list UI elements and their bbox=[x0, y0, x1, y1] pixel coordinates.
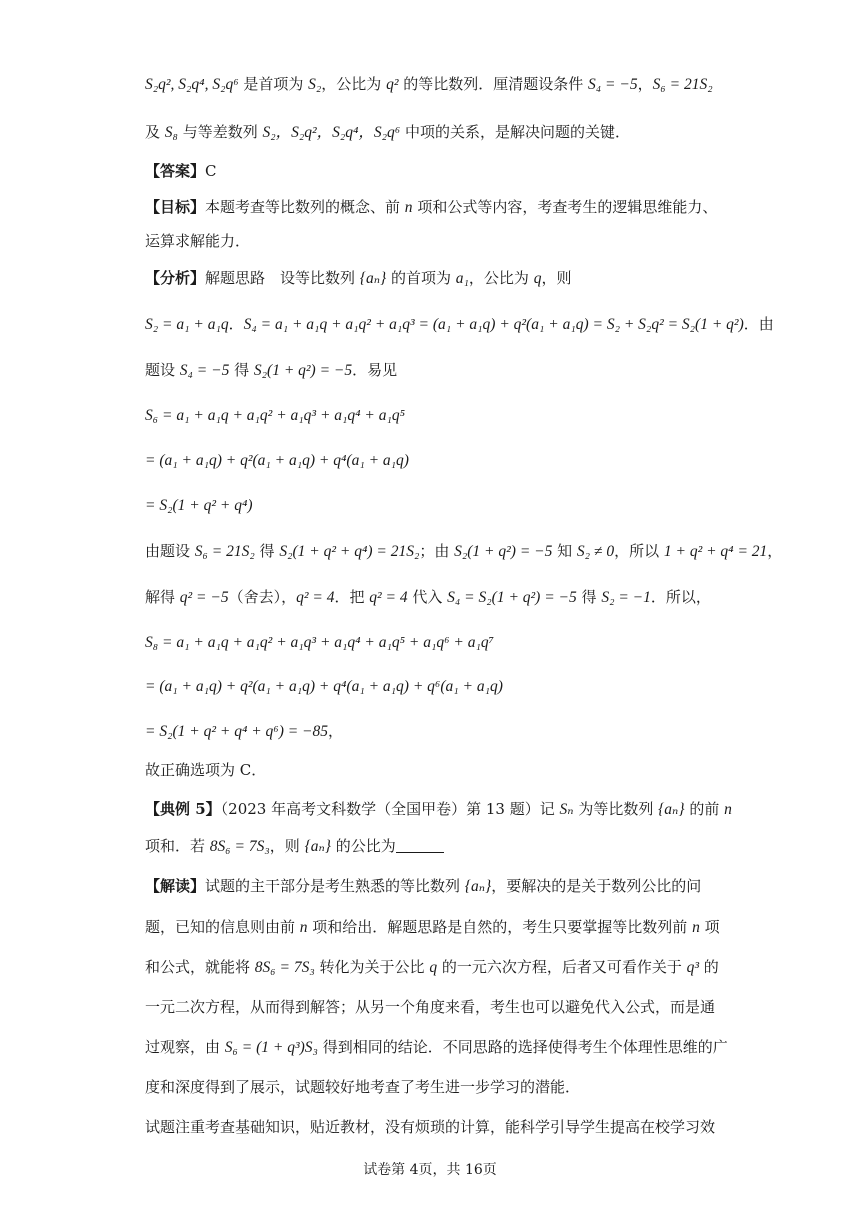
math-expression: S₂ = −1 bbox=[601, 589, 651, 606]
math-expression: q² = −5 bbox=[179, 589, 229, 606]
text-line bbox=[145, 122, 630, 143]
text-fragment: 题设 bbox=[145, 361, 180, 379]
text-line bbox=[145, 268, 571, 289]
text-fragment: 本题考查等比数列的概念、前 bbox=[205, 198, 405, 216]
text-fragment: 的等比数列．厘清题设条件 bbox=[398, 75, 589, 93]
text-fragment: ， bbox=[328, 722, 344, 740]
text-fragment: 故正确选项为 C． bbox=[145, 761, 267, 779]
math-expression: = (a₁ + a₁q) + q²(a₁ + a₁q) + q⁴(a₁ + a₁q) bbox=[145, 452, 409, 469]
text-fragment: （2023 年高考文科数学（全国甲卷）第 13 题）记 bbox=[220, 800, 560, 818]
text-fragment: 代入 bbox=[407, 588, 448, 606]
text-fragment: 及 bbox=[145, 123, 165, 141]
text-fragment: 项和．若 bbox=[145, 837, 210, 855]
text-line bbox=[145, 760, 266, 780]
text-line bbox=[145, 721, 343, 742]
text-fragment: 项和给出．解题思路是自然的，考生只要掌握等比数列前 bbox=[307, 918, 693, 936]
section-label: 【典例 5】 bbox=[145, 800, 221, 818]
text-fragment: ，公比为 bbox=[468, 269, 534, 287]
text-fragment: 项 bbox=[699, 918, 720, 936]
text-fragment: ，公比为 bbox=[321, 75, 387, 93]
text-fragment: 转化为关于公比 bbox=[314, 958, 430, 976]
math-expression: S₄ = −5 bbox=[588, 76, 638, 93]
text-line bbox=[145, 495, 253, 516]
math-expression: S₆ = a₁ + a₁q + a₁q² + a₁q³ + a₁q⁴ + a₁q⁵ bbox=[145, 407, 406, 424]
text-fragment: 和公式，就能将 bbox=[145, 958, 255, 976]
math-expression: {aₙ} bbox=[304, 838, 331, 855]
answer-blank bbox=[396, 838, 444, 853]
text-fragment: C bbox=[205, 162, 217, 180]
text-fragment: 为等比数列 bbox=[573, 800, 659, 818]
text-line bbox=[145, 1117, 715, 1137]
text-fragment: 中项的关系，是解决问题的关键． bbox=[400, 123, 630, 141]
math-expression: n bbox=[724, 801, 732, 818]
text-line bbox=[145, 1077, 580, 1097]
math-expression: = (a₁ + a₁q) + q²(a₁ + a₁q) + q⁴(a₁ + a₁q) + q⁶(a₁ + a₁q) bbox=[145, 678, 503, 695]
text-fragment: ，则 bbox=[541, 269, 572, 287]
text-fragment: ．所以， bbox=[650, 588, 711, 606]
text-fragment: ，所以 bbox=[614, 542, 664, 560]
math-expression: S₄ = S₂(1 + q²) = −5 bbox=[447, 589, 577, 606]
text-line bbox=[145, 231, 250, 251]
math-expression: S₈ = a₁ + a₁q + a₁q² + a₁q³ + a₁q⁴ + a₁q⁵ + a₁q⁶ + a₁q⁷ bbox=[145, 634, 495, 651]
math-expression: 8S₆ = 7S₃ bbox=[254, 959, 315, 976]
math-expression: q bbox=[533, 270, 542, 287]
text-fragment: 度和深度得到了展示，试题较好地考查了考生进一步学习的潜能． bbox=[145, 1078, 581, 1096]
text-line bbox=[145, 541, 782, 562]
math-expression: 1 + q² + q⁴ = 21 bbox=[663, 543, 768, 560]
text-fragment: 由题设 bbox=[145, 542, 195, 560]
math-expression: q² = 4 bbox=[369, 589, 408, 606]
math-expression: n bbox=[692, 919, 700, 936]
math-expression: = S₂(1 + q² + q⁴ + q⁶) = −85 bbox=[145, 723, 329, 740]
text-line bbox=[145, 917, 720, 938]
text-fragment: ． bbox=[228, 315, 244, 333]
math-expression: q² bbox=[386, 76, 399, 93]
text-line bbox=[145, 836, 444, 857]
text-line bbox=[145, 997, 715, 1017]
text-fragment: 项和公式等内容，考查考生的逻辑思维能力、 bbox=[412, 198, 718, 216]
section-label: 【答案】 bbox=[145, 162, 206, 180]
math-expression: n bbox=[299, 919, 308, 936]
text-fragment: ，要解决的是关于数列公比的问 bbox=[491, 877, 702, 895]
text-fragment: 得到相同的结论．不同思路的选择使得考生个体理性思维的广 bbox=[317, 1038, 728, 1056]
section-label: 【目标】 bbox=[145, 198, 206, 216]
text-fragment: ．易见 bbox=[352, 361, 398, 379]
text-fragment: 解题思路 设等比数列 bbox=[205, 269, 360, 287]
text-line bbox=[145, 676, 503, 697]
section-label: 【解读】 bbox=[145, 877, 206, 895]
text-fragment: 的公比为 bbox=[331, 837, 396, 855]
math-expression: S₈ bbox=[164, 124, 178, 141]
math-expression: {aₙ} bbox=[359, 270, 387, 287]
math-expression: n bbox=[404, 199, 413, 216]
text-fragment: ， bbox=[767, 542, 783, 560]
text-fragment: 与等差数列 bbox=[177, 123, 263, 141]
text-fragment: 过观察，由 bbox=[145, 1038, 225, 1056]
text-fragment: 得 bbox=[576, 588, 602, 606]
text-line bbox=[145, 161, 217, 181]
page-footer: 试卷第 4页，共 16页 bbox=[363, 1162, 497, 1178]
math-expression: 8S₆ = 7S₃ bbox=[209, 838, 270, 855]
math-expression: S₄ = −5 bbox=[179, 362, 230, 379]
math-expression: = S₂(1 + q² + q⁴) bbox=[145, 497, 253, 514]
math-expression: Sₙ bbox=[559, 801, 574, 818]
text-fragment: 的前 bbox=[684, 800, 725, 818]
text-fragment: 的一元六次方程，后者又可看作关于 bbox=[437, 958, 687, 976]
text-line bbox=[145, 314, 774, 335]
text-fragment: ，则 bbox=[269, 837, 305, 855]
math-expression: S₂，S₂q²，S₂q⁴，S₂q⁶ bbox=[262, 124, 401, 141]
math-expression: S₄ = a₁ + a₁q + a₁q² + a₁q³ = (a₁ + a₁q) + q²(a₁ + a₁q) = S₂ + S₂q² = S₂(1 + q²) bbox=[243, 316, 744, 333]
text-fragment: 得 bbox=[254, 542, 280, 560]
text-line bbox=[145, 197, 717, 218]
text-fragment: 试题的主干部分是考生熟悉的等比数列 bbox=[205, 877, 465, 895]
math-expression: S₂q², S₂q⁴, S₂q⁶ bbox=[145, 76, 239, 93]
text-line bbox=[145, 450, 409, 471]
text-line bbox=[145, 632, 494, 653]
text-line bbox=[145, 405, 405, 426]
text-fragment: 的首项为 bbox=[386, 269, 456, 287]
text-fragment: （舍去）， bbox=[228, 588, 297, 606]
math-expression: q³ bbox=[686, 959, 700, 976]
text-line bbox=[145, 587, 711, 608]
text-fragment: ．把 bbox=[334, 588, 370, 606]
math-expression: S₂(1 + q²) = −5 bbox=[253, 362, 353, 379]
text-line bbox=[145, 876, 701, 897]
text-fragment: ；由 bbox=[419, 542, 455, 560]
math-expression: S₆ = 21S₂ bbox=[652, 76, 713, 93]
text-fragment: ， bbox=[637, 75, 653, 93]
text-fragment: 运算求解能力． bbox=[145, 232, 251, 250]
text-fragment: 是首项为 bbox=[238, 75, 309, 93]
math-expression: q² = 4 bbox=[296, 589, 335, 606]
text-fragment: 一元二次方程，从而得到解答；从另一个角度来看，考生也可以避免代入公式，而是通 bbox=[145, 998, 716, 1016]
text-line bbox=[145, 957, 719, 978]
text-fragment: 解得 bbox=[145, 588, 180, 606]
text-fragment: 知 bbox=[552, 542, 577, 560]
text-line bbox=[145, 799, 732, 820]
math-expression: S₂ bbox=[308, 76, 322, 93]
section-label: 【分析】 bbox=[145, 269, 206, 287]
math-expression: S₆ = 21S₂ bbox=[194, 543, 255, 560]
text-line bbox=[145, 1037, 728, 1058]
math-expression: a₁ bbox=[455, 270, 469, 287]
text-fragment: 试题注重考查基础知识，贴近教材，没有烦琐的计算，能科学引导学生提高在校学习效 bbox=[145, 1118, 716, 1136]
math-expression: S₂ = a₁ + a₁q bbox=[145, 316, 229, 333]
text-fragment: ．由 bbox=[743, 315, 774, 333]
math-expression: q bbox=[429, 959, 438, 976]
text-line bbox=[145, 74, 713, 95]
text-fragment: 得 bbox=[229, 361, 254, 379]
math-expression: {aₙ} bbox=[464, 878, 492, 895]
math-expression: S₂(1 + q² + q⁴) = 21S₂ bbox=[279, 543, 420, 560]
math-expression: S₆ = (1 + q³)S₃ bbox=[224, 1039, 318, 1056]
math-expression: {aₙ} bbox=[658, 801, 685, 818]
math-expression: S₂ ≠ 0 bbox=[576, 543, 615, 560]
text-fragment: 题，已知的信息则由前 bbox=[145, 918, 300, 936]
math-expression: S₂(1 + q²) = −5 bbox=[454, 543, 553, 560]
text-line bbox=[145, 360, 397, 381]
text-fragment: 的 bbox=[699, 958, 719, 976]
